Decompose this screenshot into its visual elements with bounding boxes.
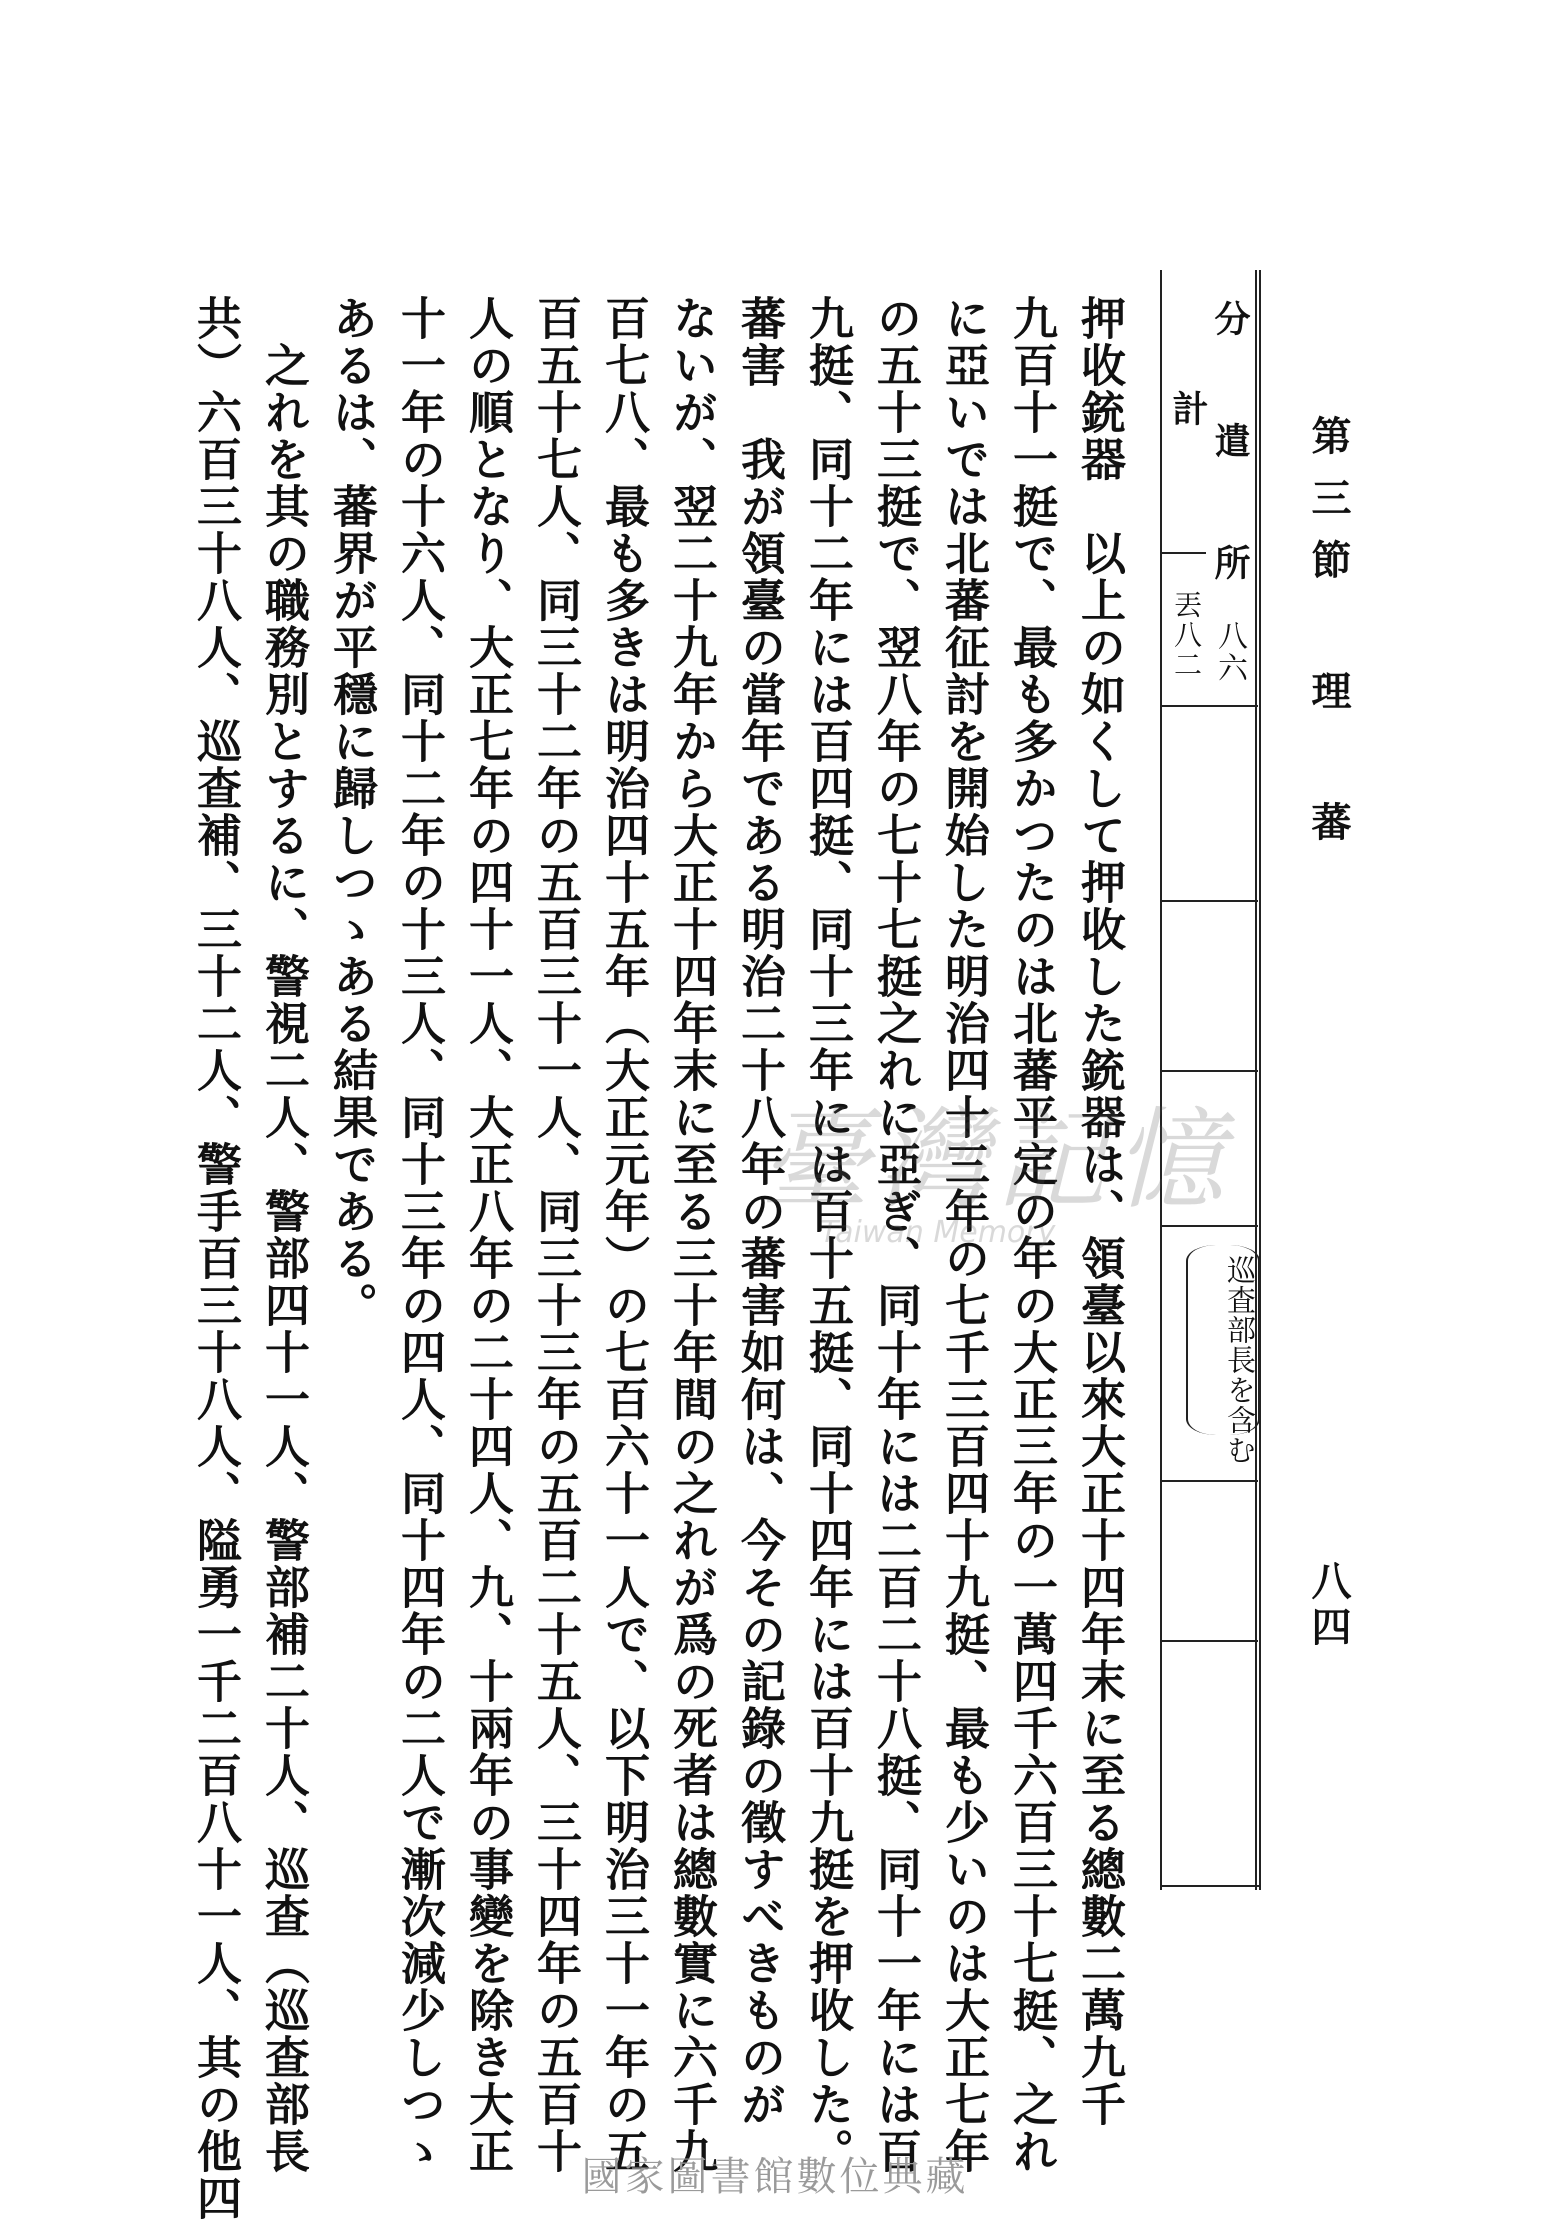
body-line-10: 人の順となり、大正七年の四十一人、大正八年の二十四人、九、十兩年の事變を除き大正	[461, 295, 514, 2175]
body-line-12: あるは、蕃界が平穩に歸しつゝある結果である。	[325, 295, 378, 1329]
side-table-note: 巡査部長を含む	[1186, 1245, 1260, 1435]
side-table-label-branch: 分 遣 所	[1209, 300, 1251, 602]
footer-library-credit: 國家圖書館數位典藏	[581, 2154, 969, 2200]
body-line-5: 九挺、同十二年には百四挺、同十三年には百十五挺、同十四年には百十九挺を押收した。	[801, 295, 854, 2175]
side-table-label-total: 計	[1167, 390, 1209, 426]
body-line-2: 九百十一挺で、最も多かつたのは北蕃平定の年の大正三年の一萬四千六百三十七挺、之れ	[1005, 295, 1058, 2175]
page-number: 八四	[1305, 1560, 1352, 1652]
side-table-value-total: 丟八二	[1170, 590, 1203, 680]
body-line-8: 百七八、最も多きは明治四十五年（大正元年）の七百六十一人で、以下明治三十一年の五	[597, 295, 650, 2175]
body-line-9: 百五十七人、同三十二年の五百三十一人、同三十三年の五百二十五人、三十四年の五百十	[529, 295, 582, 2175]
side-table-value-branch: 八六	[1212, 620, 1247, 684]
body-line-13: 之れを其の職務別とするに、警視二人、警部四十一人、警部補二十人、巡查（巡查部長	[257, 295, 310, 2175]
body-line-1: 押收銃器 以上の如くして押收した銃器は、領臺以來大正十四年末に至る總數二萬九千	[1073, 295, 1126, 2128]
body-line-11: 十一年の十六人、同十二年の十三人、同十三年の四人、同十四年の二人で漸次減少しつゝ	[393, 295, 446, 2175]
body-line-7: ないが、翌二十九年から大正十四年末に至る三十年間の之れが爲の死者は總數實に六千九	[665, 295, 718, 2175]
body-line-4: の五十三挺で、翌八年の七十七挺之れに亞ぎ、同十年には二百二十八挺、同十一年には百	[869, 295, 922, 2175]
body-line-6: 蕃害 我が領臺の當年である明治二十八年の蕃害如何は、今その記錄の徵すべきものが	[733, 295, 786, 2128]
body-line-3: に亞いでは北蕃征討を開始した明治四十三年の七千三百四十九挺、最も少いのは大正七年	[937, 295, 990, 2175]
watermark-subtitle: Taiwan Memory	[820, 1215, 1056, 1250]
running-header-chapter: 第三節 理 蕃	[1305, 415, 1352, 863]
watermark-title: 臺灣記憶	[760, 1096, 1232, 1224]
body-line-14: 共）六百三十八人、巡查補、三十二人、警手百三十八人、隘勇一千二百八十一人、其の他四	[189, 295, 242, 2222]
